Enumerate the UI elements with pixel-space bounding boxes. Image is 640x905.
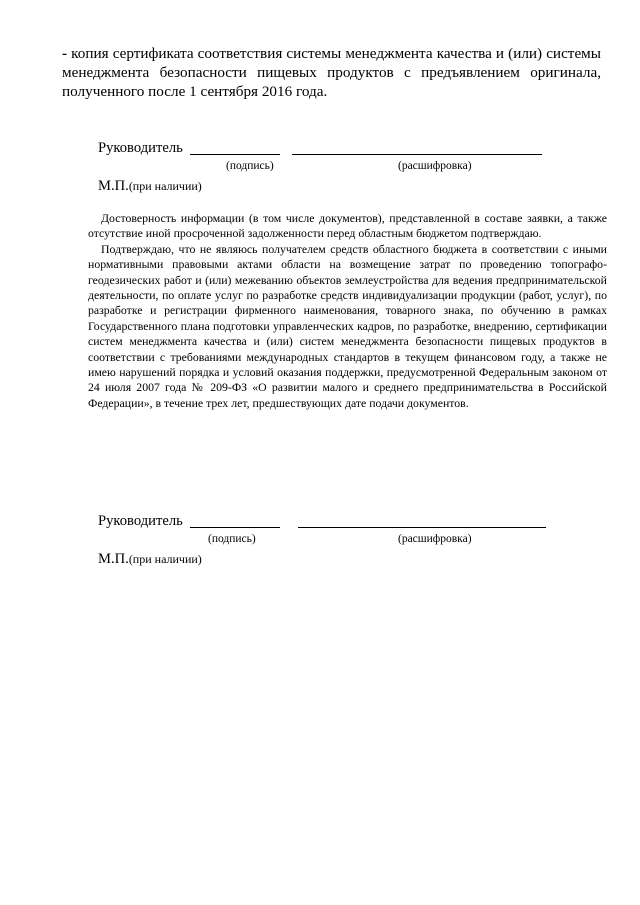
caption-row xyxy=(98,533,558,549)
stamp-line xyxy=(98,551,558,568)
signature-caption: (подпись) xyxy=(226,160,274,172)
signature-line xyxy=(190,154,280,155)
stamp-note: (при наличии) xyxy=(128,179,202,193)
intro-text: копия сертификата соответствия системы менеджмента качества и (или) системы менеджмента безопасности пищевых продуктов с предъявлением оригинала, полученного после 1 сентября 2016 года. xyxy=(62,45,601,100)
signature-caption: (подпись) xyxy=(208,533,256,545)
decoding-caption: (расшифровка) xyxy=(398,533,472,545)
signature-block-1 xyxy=(98,140,558,195)
signature-line xyxy=(190,527,280,528)
decoding-caption: (расшифровка) xyxy=(398,160,472,172)
signature-block-2 xyxy=(98,513,558,568)
stamp-label: М.П. xyxy=(98,178,129,194)
intro-paragraph xyxy=(62,44,601,101)
signature-row xyxy=(98,513,558,533)
stamp-line xyxy=(98,178,558,195)
head-label: Руководитель xyxy=(98,140,183,156)
bullet-dash: - xyxy=(62,45,68,62)
stamp-label: М.П. xyxy=(98,551,129,567)
decoding-line xyxy=(292,154,542,155)
body-text xyxy=(88,211,607,411)
decoding-line xyxy=(298,527,546,528)
paragraph-reliability: Достоверность информации (в том числе документов), представленной в составе заявки, а также отсутствие иной просроченной задолженности перед областным бюджетом подтверждаю. xyxy=(88,211,607,241)
caption-row xyxy=(98,160,558,176)
paragraph-confirmation: Подтверждаю, что не являюсь получателем средств областного бюджета в соответствии с иными нормативными правовыми актами области на возмещение затрат по проведению топографо-геодезических работ и (или) межеванию объектов землеустройства для ведения предпринимательской деятельности, по оплате услуг по разработке средств индивидуализации продукции (работ, услуг), по разработке и регистрации фирменного наименования, товарного знака, по обучению в рамках Государственного плана подготовки управленческих кадров, по разработке, внедрению, сертификации систем менеджмента качества и (или) систем менеджмента безопасности пищевых продуктов в соответствии с требованиями международных стандартов в текущем финансовом году, а также не имею нарушений порядка и условий оказания поддержки, предусмотренной Федеральным законом от 24 июля 2007 года № 209-ФЗ «О развитии малого и среднего предпринимательства в Российской Федерации», в течение трех лет, предшествующих дате подачи документов. xyxy=(88,241,607,410)
head-label: Руководитель xyxy=(98,513,183,529)
stamp-note: (при наличии) xyxy=(128,552,202,566)
signature-row xyxy=(98,140,558,160)
